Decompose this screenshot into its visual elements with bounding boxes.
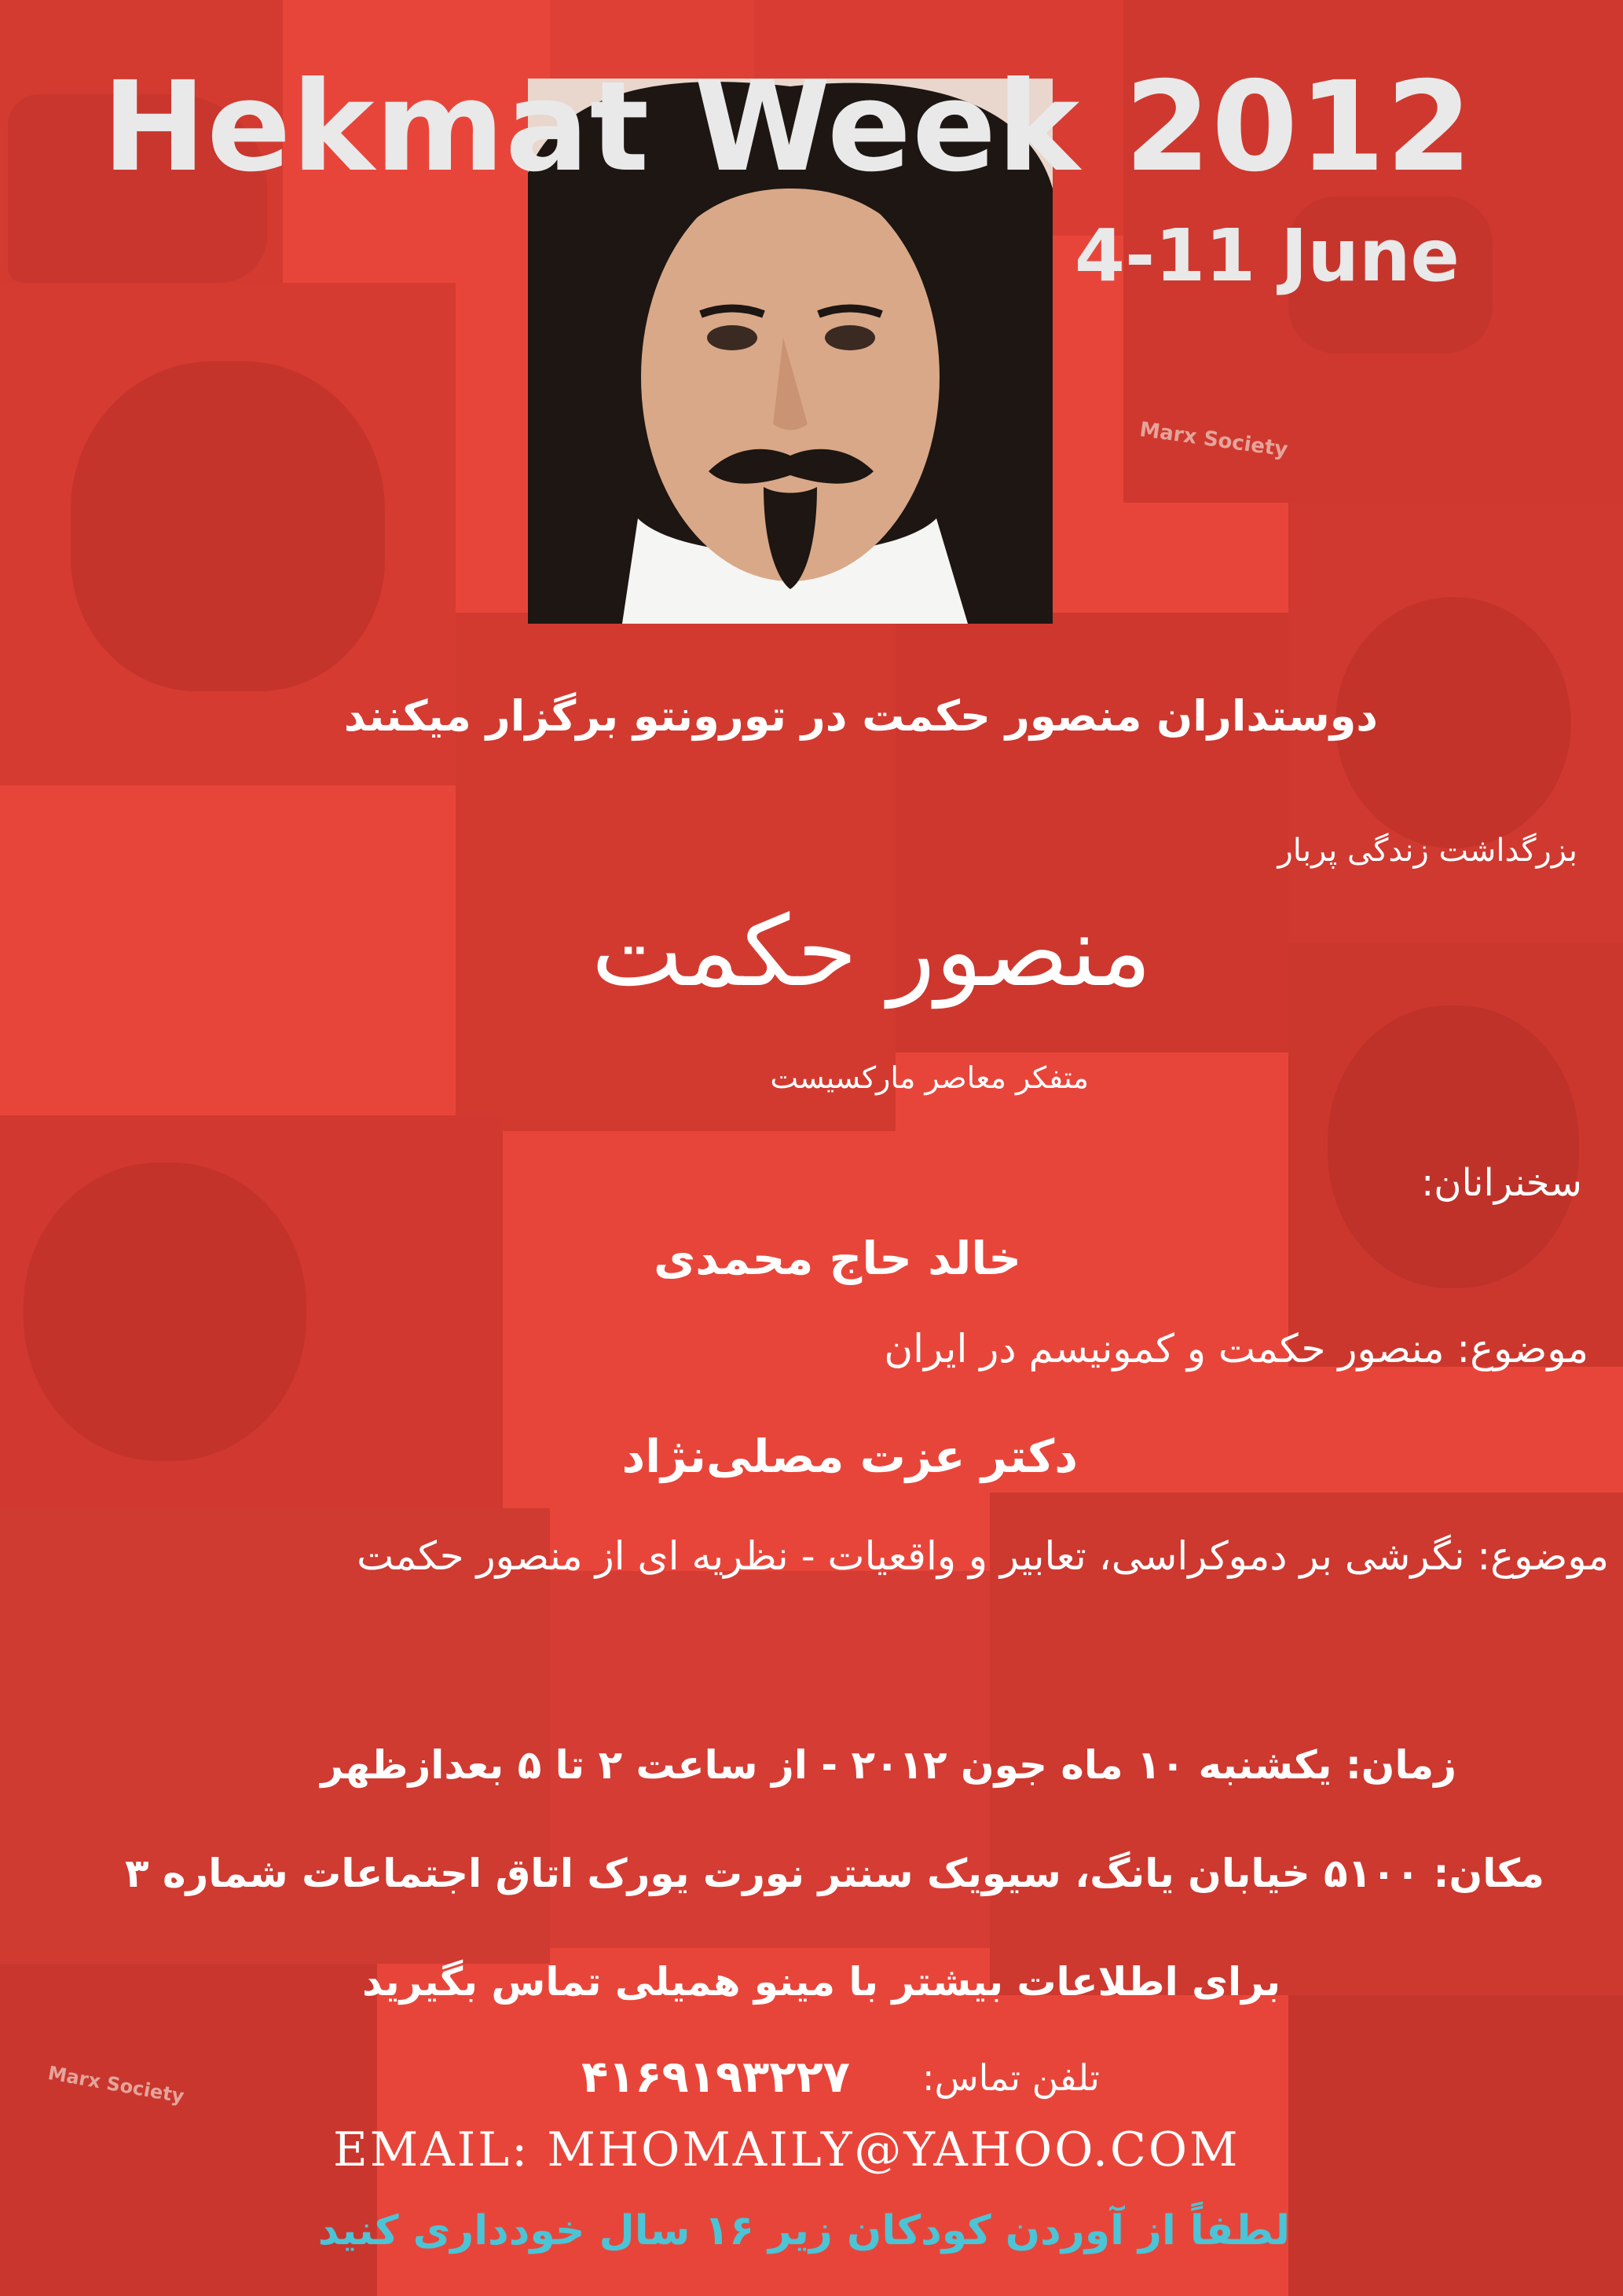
email-address: EMAIL: MHOMAILY@YAHOO.COM: [333, 2122, 1240, 2177]
speaker-name: دکتر عزت مصلی‌نژاد: [621, 1430, 1078, 1483]
photo-sign-text: Marx Society: [46, 2061, 186, 2108]
collage-tile: [1328, 1005, 1579, 1288]
phone-number: ۴۱۶۹۱۹۳۲۲۷: [581, 2052, 850, 2103]
event-place: مکان: ۵۱۰۰ خیابان یانگ، سیویک سنتر نورت یورک اتاق اجتماعات شماره ۳: [125, 1851, 1544, 1896]
phone-label: تلفن تماس:: [921, 2056, 1100, 2099]
collage-tile: [1288, 1995, 1623, 2296]
collage-tile: [456, 613, 896, 1131]
honoree-name: منصور حکمت: [591, 895, 1152, 1009]
contact-info: برای اطلاعات بیشتر با مینو همیلی تماس بگیرید: [362, 1959, 1280, 2005]
intro-line: دوستداران منصور حکمت در تورونتو برگزار میکنند: [343, 691, 1378, 741]
event-time: زمان: یکشنبه ۱۰ ماه جون ۲۰۱۲ - از ساعت ۲ تا ۵ بعدازظهر: [321, 1742, 1456, 1788]
poster-title: Hekmat Week 2012: [102, 55, 1474, 200]
collage-tile: [24, 1163, 306, 1461]
speakers-label: سخنرانان:: [1421, 1161, 1582, 1205]
speaker-topic: موضوع: منصور حکمت و کمونیسم در ایران: [884, 1326, 1588, 1371]
poster-dates: 4-11 June: [1075, 214, 1460, 298]
speaker-topic: موضوع: نگرشی بر دموکراسی، تعابیر و واقعیات - نظریه ای از منصور حکمت: [357, 1533, 1609, 1579]
speaker-name: خالد حاج محمدی: [654, 1232, 1021, 1285]
celebration-line: بزرگداشت زندگی پربار: [1277, 833, 1577, 869]
honoree-description: متفکر معاصر مارکسیست: [770, 1060, 1089, 1095]
photo-sign-text: Marx Society: [1138, 417, 1290, 463]
collage-tile: [71, 361, 385, 691]
children-note: لطفاً از آوردن کودکان زیر ۱۶ سال خودداری کنید: [317, 2207, 1290, 2254]
